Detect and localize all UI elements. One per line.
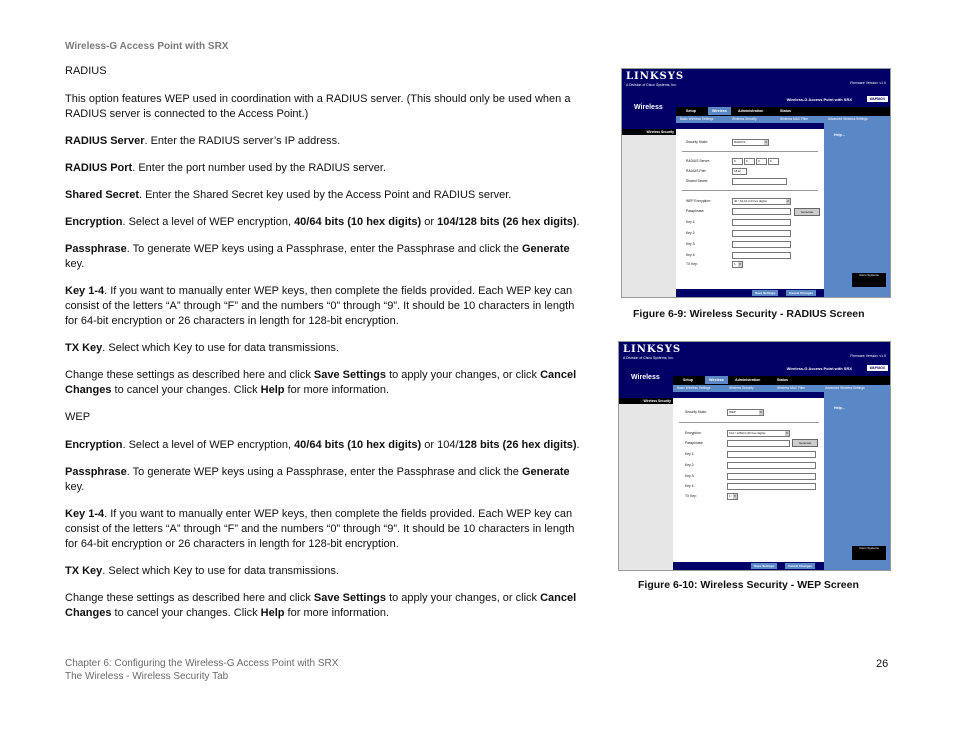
desc: or 104/ (421, 439, 459, 451)
radius-encryption-para (65, 215, 590, 230)
key1-input[interactable] (727, 451, 816, 458)
radius-port-input[interactable]: 1812 (732, 168, 747, 175)
subtab-advanced[interactable]: Advanced Wireless Settings (825, 386, 865, 390)
screen-header (619, 342, 890, 398)
passphrase-label: Passphrase: (686, 209, 705, 213)
key2-label: Key 2: (685, 463, 695, 467)
figure-caption-radius: Figure 6-9: Wireless Security - RADIUS Screen (633, 308, 865, 320)
desc: Change these settings as described here and click (65, 369, 314, 381)
security-mode-label: Security Mode: (686, 140, 708, 144)
key1-input[interactable] (732, 219, 791, 226)
sidebar-label (619, 398, 673, 404)
shared-secret-label: Shared Secret: (686, 179, 708, 183)
left-panel (619, 398, 673, 570)
sidebar-text: Wireless Security (643, 399, 671, 403)
term: Shared Secret (65, 189, 139, 201)
desc: or (421, 216, 438, 228)
sidebar-label (622, 129, 676, 135)
wep-encryption-label: WEP Encryption: (686, 199, 711, 203)
subtab-bar (673, 385, 890, 392)
txkey-select[interactable]: 1 ▾ (732, 261, 743, 268)
desc: . To generate WEP keys using a Passphrase, enter the Passphrase and click the (126, 466, 522, 478)
radius-intro: This option features WEP used in coordination with a RADIUS server. (This should only be used when a RADIUS server is connected to the Access Point.) (65, 93, 571, 120)
page-number: 26 (876, 658, 889, 670)
desc: key. (65, 481, 85, 493)
radius-port-label: RADIUS Port: (686, 169, 707, 173)
running-header: Wireless-G Access Point with SRX (65, 41, 229, 52)
body-column (65, 64, 590, 633)
key4-input[interactable] (727, 483, 816, 490)
footer-chapter: Chapter 6: Configuring the Wireless-G Access Point with SRX (65, 658, 339, 669)
txkey-label: TX Key: (685, 494, 697, 498)
help-panel (824, 123, 890, 297)
wep-screenshot (618, 341, 891, 571)
model-badge: WAP54GX (867, 365, 888, 371)
txkey-label: TX Key: (686, 262, 698, 266)
subtab-basic[interactable]: Basic Wireless Settings (677, 386, 711, 390)
term: Save Settings (313, 369, 387, 381)
divider (679, 422, 819, 423)
subtab-mac-filter[interactable]: Wireless MAC Filter (780, 117, 809, 121)
desc: to apply your changes, or click (386, 592, 541, 604)
desc: . (576, 439, 580, 451)
radius-port-para (65, 161, 590, 176)
footer (65, 657, 338, 683)
desc: to cancel your changes. Click (111, 384, 261, 396)
term: Generate (521, 243, 570, 255)
desc: Change these settings as described here and click (65, 592, 314, 604)
radius-heading: RADIUS (65, 65, 107, 77)
subtab-bar (676, 116, 890, 123)
subtab-mac-filter[interactable]: Wireless MAC Filter (777, 386, 806, 390)
tab-administration[interactable]: Administration (735, 378, 761, 382)
wep-key-para (65, 507, 590, 552)
divider (682, 151, 818, 152)
action-bar (676, 289, 824, 297)
help-panel (824, 392, 890, 570)
radius-passphrase-para (65, 242, 590, 272)
ip-octet-1[interactable]: 0 (732, 158, 743, 165)
key4-label: Key 4: (686, 253, 696, 257)
firmware-version: Firmware Version: v1.0 (850, 354, 886, 358)
product-name: Wireless-G Access Point with SRX (786, 97, 852, 102)
generate-button[interactable]: Generate (792, 439, 818, 447)
desc: . Enter the Shared Secret key used by the Access Point and RADIUS server. (138, 189, 512, 201)
desc: . (576, 216, 580, 228)
divider (682, 190, 818, 191)
figure-caption-wep: Figure 6-10: Wireless Security - WEP Screen (638, 579, 859, 591)
wep-passphrase-para (65, 465, 590, 495)
radius-screenshot (621, 68, 891, 298)
key2-input[interactable] (732, 230, 791, 237)
term: Passphrase (65, 243, 127, 255)
desc: to cancel your changes. Click (111, 607, 261, 619)
term: RADIUS Port (65, 162, 133, 174)
save-settings-button[interactable]: Save Settings (751, 563, 777, 569)
opt: 128 bits (26 hex digits) (458, 439, 577, 451)
cancel-changes-button[interactable]: Cancel Changes (786, 290, 816, 296)
tab-bar (676, 107, 890, 116)
ip-octet-4[interactable]: 0 (768, 158, 779, 165)
radius-key-para (65, 284, 590, 329)
radius-server-label: RADIUS Server: (686, 159, 710, 163)
term: Save Settings (313, 592, 387, 604)
term: TX Key (65, 565, 103, 577)
term: Passphrase (65, 466, 127, 478)
logo-subtitle: A Division of Cisco Systems, Inc. (623, 356, 674, 360)
radius-txkey-para (65, 341, 590, 356)
desc: . If you want to manually enter WEP keys, then complete the fields provided. Each WEP key can consist of the letters “A” through “F” and the numbers “0” through “9”. It should be 10 characters in length for 64-bit encryption or 26 characters in length for 128-bit encryption. (65, 508, 575, 550)
term: Key 1-4 (65, 285, 105, 297)
desc: for more information. (284, 607, 390, 619)
model-badge: WAP54GX (867, 96, 888, 102)
passphrase-label: Passphrase: (685, 441, 704, 445)
passphrase-input[interactable] (732, 208, 791, 215)
subtab-security[interactable]: Wireless Security (732, 117, 757, 121)
tab-wireless[interactable]: Wireless (708, 107, 731, 115)
term: Help (260, 384, 285, 396)
help-link[interactable]: Help... (834, 133, 845, 137)
opt: 40/64 bits (10 hex digits) (294, 439, 422, 451)
linksys-logo: LINKSYS (626, 71, 685, 82)
key4-input[interactable] (732, 252, 791, 259)
passphrase-input[interactable] (727, 440, 790, 447)
term: Cancel Changes (65, 592, 577, 619)
term: Help (260, 607, 285, 619)
encryption-label: Encryption: (685, 431, 702, 435)
key1-label: Key 1: (685, 452, 695, 456)
desc: for more information. (284, 384, 390, 396)
desc: . Select which Key to use for data transmissions. (102, 565, 339, 577)
subtab-advanced[interactable]: Advanced Wireless Settings (828, 117, 868, 121)
radius-server-para (65, 134, 590, 149)
desc: . If you want to manually enter WEP keys, then complete the fields provided. Each WEP key can consist of the letters “A” through “F” and the numbers “0” through “9”. It should be 10 characters in length for 64-bit encryption or 26 characters in length for 128-bit encryption. (65, 285, 575, 327)
term: Generate (521, 466, 570, 478)
key2-input[interactable] (727, 462, 816, 469)
term: Encryption (65, 216, 123, 228)
security-mode-label: Security Mode: (685, 410, 707, 414)
desc: . To generate WEP keys using a Passphrase, enter the Passphrase and click the (126, 243, 522, 255)
key1-label: Key 1: (686, 220, 696, 224)
desc: . Select which Key to use for data transmissions. (102, 342, 339, 354)
term: Cancel Changes (65, 369, 577, 396)
encryption-select[interactable]: 104 / 128-bit (26 hex digits) ▾ (727, 430, 790, 437)
tab-administration[interactable]: Administration (738, 109, 764, 113)
encryption-select[interactable]: 40 / 64-bit (10 hex digits) ▾ (732, 198, 791, 205)
desc: key. (65, 258, 85, 270)
tab-setup[interactable]: Setup (686, 109, 696, 113)
desc: . Select a level of WEP encryption, (122, 216, 295, 228)
shared-secret-para (65, 188, 590, 203)
left-panel (622, 129, 676, 297)
linksys-logo: LINKSYS (623, 344, 682, 355)
firmware-version: Firmware Version: v1.0 (850, 81, 886, 85)
opt: 40/64 bits (10 hex digits) (294, 216, 422, 228)
security-mode-select[interactable]: RADIUS ▾ (732, 139, 769, 146)
wep-heading: WEP (65, 411, 91, 423)
cisco-logo: Cisco Systems (852, 273, 886, 287)
term: TX Key (65, 342, 103, 354)
key4-label: Key 4: (685, 484, 695, 488)
ip-octet-3[interactable]: 0 (756, 158, 767, 165)
desc: to apply your changes, or click (386, 369, 541, 381)
tab-bar (673, 376, 890, 385)
term: Encryption (65, 439, 123, 451)
radius-change-para (65, 368, 590, 398)
security-mode-select[interactable]: WEP ▾ (727, 409, 764, 416)
section-title: Wireless (634, 104, 663, 111)
section-title: Wireless (631, 374, 660, 381)
opt: 104/128 bits (26 hex digits) (437, 216, 577, 228)
cisco-logo: Cisco Systems (852, 546, 886, 560)
key2-label: Key 2: (686, 231, 696, 235)
subtab-security[interactable]: Wireless Security (729, 386, 754, 390)
subtab-basic[interactable]: Basic Wireless Settings (680, 117, 714, 121)
product-name: Wireless-G Access Point with SRX (786, 366, 852, 371)
key3-label: Key 3: (685, 474, 695, 478)
key3-input[interactable] (732, 241, 791, 248)
shared-secret-input[interactable] (732, 178, 787, 185)
desc: . Select a level of WEP encryption, (122, 439, 295, 451)
footer-section: The Wireless - Wireless Security Tab (65, 671, 229, 682)
wep-encryption-para (65, 438, 590, 453)
wep-txkey-para (65, 564, 590, 579)
sidebar-text: Wireless Security (646, 130, 674, 134)
tab-status[interactable]: Status (780, 109, 791, 113)
tab-wireless[interactable]: Wireless (705, 376, 728, 384)
action-bar (673, 562, 824, 570)
key3-input[interactable] (727, 473, 816, 480)
term: Key 1-4 (65, 508, 105, 520)
desc: . Enter the port number used by the RADIUS server. (132, 162, 386, 174)
desc: . Enter the RADIUS server’s IP address. (144, 135, 341, 147)
logo-subtitle: A Division of Cisco Systems, Inc. (626, 83, 677, 87)
cancel-changes-button[interactable]: Cancel Changes (785, 563, 815, 569)
tab-status[interactable]: Status (777, 378, 788, 382)
term: RADIUS Server (65, 135, 145, 147)
save-settings-button[interactable]: Save Settings (752, 290, 778, 296)
txkey-select[interactable]: 1 ▾ (727, 493, 738, 500)
wep-change-para (65, 591, 590, 621)
help-link[interactable]: Help... (834, 406, 845, 410)
tab-setup[interactable]: Setup (683, 378, 693, 382)
key3-label: Key 3: (686, 242, 696, 246)
ip-octet-2[interactable]: 0 (744, 158, 755, 165)
generate-button[interactable]: Generate (794, 208, 820, 216)
screen-header (622, 69, 890, 129)
